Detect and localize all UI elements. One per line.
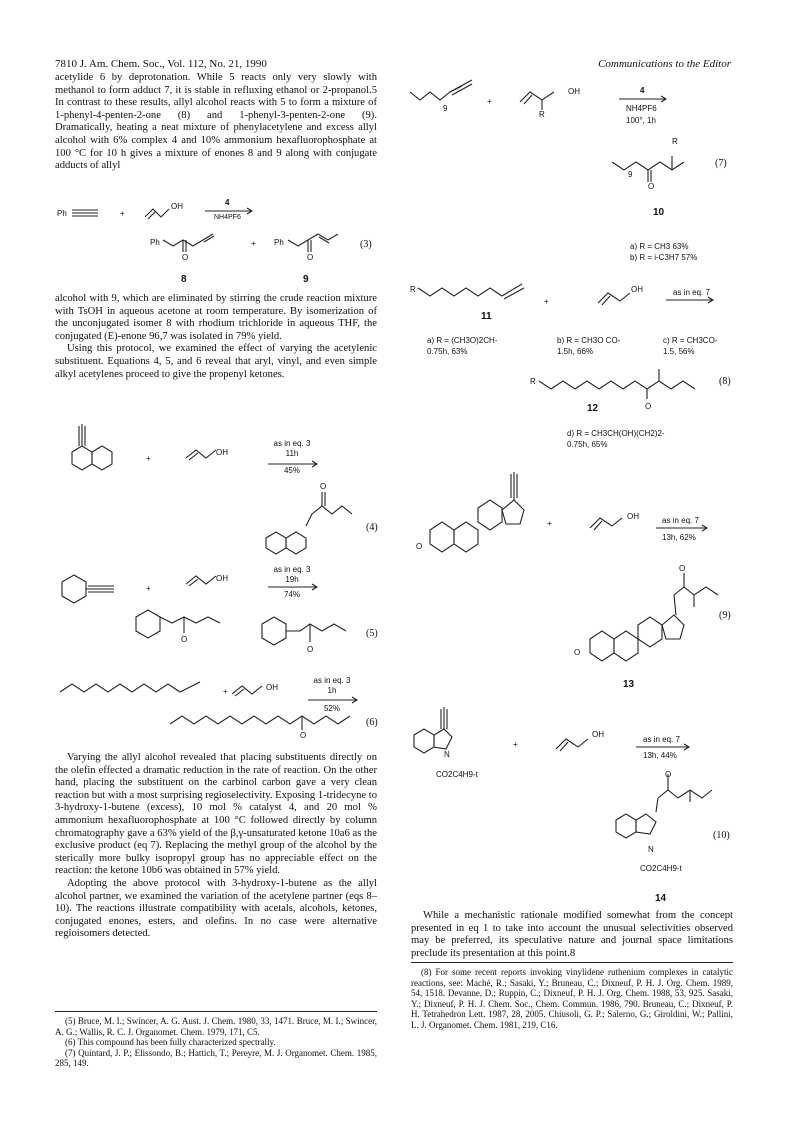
condition-text: 1.5, 56% <box>663 347 695 356</box>
product-4-structure <box>262 484 372 554</box>
paragraph: acetylide 6 by deprotonation. While 5 reacts only very slowly with methanol to form adduct 7, it is stable in refluxing ethanol or 2-propanol.5 In contrast to these results, allyl alcohol reacts with 5 to form a mixture of 1-phenyl-4-penten-2-one (8) and 1-phenyl-3-penten-2-one (9). Dramatically, heating a neat mixture of phenylacetylene and excess allyl alcohol with 6% complex 4 and 10% ammonium hexafluorophosphate at 100 °C for 10 h gives a mixture of enones 8 and 9 along with conjugate adducts of allyl <box>55 72 377 172</box>
ester-label: CO2C4H9-t <box>640 864 682 873</box>
yield-text: 74% <box>283 590 300 599</box>
substituent-text: b) R = CH3O CO- <box>557 336 621 345</box>
footnote: (8) For some recent reports invoking vinylidene ruthenium complexes in catalytic reactions, see: Maché, R.; Sasaki, Y.; Bruneau, C.; Dixneuf, P. H. J. Org. Chem. 1989, 54, 1518. Devanne, D.; Ruppin, C.; Dixneuf, P. H. J. Org. Chem. 1988, 53, 925. Sasaki, Y.; Dixneuf, P. H. J. Chem. Soc., Chem. Commun. 1986, 790. Bruneau, C.; Dixneuf, P. H. Tetrahedron Lett. 1987, 28, 2005. Chiusoli, G. P.; Salerno, G.; Giroldini, W.; Pallini, L. J. Organomet. Chem. 1981, 219, C16. <box>411 967 733 1030</box>
r-label: R <box>539 110 545 119</box>
yield-text: 45% <box>283 466 300 475</box>
left-para-1 <box>55 72 377 173</box>
condition-text: 13h, 44% <box>643 751 677 760</box>
condition-text: as in eq. 7 <box>673 288 710 297</box>
footnote-rule <box>411 962 733 963</box>
footnotes-left <box>55 1016 377 1069</box>
ester-label: CO2C4H9-t <box>436 770 478 779</box>
carbonyl-o-label: O <box>300 731 307 740</box>
page-header-section: Communications to the Editor <box>598 58 731 70</box>
substituent-text: c) R = CH3CO- <box>663 336 718 345</box>
condition-text: as in eq. 3 <box>273 565 311 574</box>
footnote: (7) Quintard, J. P.; Elissondo, B.; Hattich, T.; Pereyre, M. J. Organomet. Chem. 1985, 285, 149. <box>55 1047 377 1068</box>
condition-text: 0.75h, 65% <box>567 440 608 449</box>
right-para-1 <box>411 910 733 960</box>
reaction-arrow <box>666 297 716 303</box>
product-12-structure <box>539 367 719 401</box>
product-6-structure <box>170 710 360 740</box>
ethynylnaphthalene-structure <box>58 422 128 482</box>
butenol-structure <box>520 84 570 114</box>
carbonyl-o-label: O <box>574 648 581 657</box>
phenylacetylene-structure <box>72 207 102 217</box>
ethisterone-structure <box>420 470 540 560</box>
salt-label: NH4PF6 <box>626 104 657 113</box>
compound-label-14: 14 <box>655 893 667 904</box>
carbonyl-o-label: O <box>679 564 686 573</box>
subscript-label: 9 <box>443 104 448 113</box>
oh-label: OH <box>592 730 604 739</box>
compound-label-13: 13 <box>623 679 635 690</box>
plus-sign: + <box>487 97 492 106</box>
plus-sign: + <box>146 584 151 593</box>
substituent-d <box>567 428 665 450</box>
compound-label-8: 8 <box>181 274 187 285</box>
ethynylindole-structure <box>410 705 490 765</box>
product-14-structure <box>600 770 720 850</box>
r-label: R <box>530 377 536 386</box>
carbonyl-o-label: O <box>648 182 655 191</box>
alkyne-11-structure <box>418 282 528 302</box>
ph-label: Ph <box>150 238 160 247</box>
carbonyl-o-label: O <box>182 253 189 262</box>
equation-number: (3) <box>360 239 372 250</box>
butenol-structure <box>590 510 630 536</box>
carbonyl-o-label: O <box>307 253 314 262</box>
equation-number: (7) <box>715 158 727 169</box>
plus-sign: + <box>223 687 228 696</box>
paragraph: Varying the allyl alcohol revealed that placing substituents directly on the olefin effected a dramatic reduction in the rate of reaction. On the other hand, placing the substituent on the carbinol carbon gave a very clean reaction but with a most surprising regioselectivity. Exposing 1-tridecyne to 3-hydroxy-1-butene (excess), 10 mol % catalyst 4, and 20 mol % ammonium hexafluorophosphate at 100 °C followed directly by column chromatography gave a 63% yield of the β,γ-unsaturated ketone 10a6 as the exclusive product (eq 7). Replacing the methyl group of the alcohol by the sterically more bulky isopropyl group has no appreciable effect on the reaction: the ketone 10b6 was obtained in 57% yield. <box>55 752 377 877</box>
compound-label-11: 11 <box>481 311 492 322</box>
oh-label: OH <box>171 202 183 211</box>
carbonyl-o-label: O <box>416 542 423 551</box>
oh-label: OH <box>568 87 580 96</box>
equation-number: (9) <box>719 610 731 621</box>
condition-text: as in eq. 7 <box>662 516 699 525</box>
butenol-structure <box>556 731 596 757</box>
subscript-label: 9 <box>628 170 633 179</box>
product-10-structure <box>612 148 702 188</box>
paragraph: alcohol with 9, which are eliminated by stirring the crude reaction mixture with TsOH in aqueous acetone at room temperature. By isomerization of the unconjugated isomer 8 with rhodium trichloride in aqueous THF, the conjugated (E)-enone 96,7 was isolated in 79% yield. <box>55 293 377 342</box>
plus-sign: + <box>251 239 256 248</box>
footnote-rule <box>55 1011 377 1012</box>
compound-label-10: 10 <box>653 207 665 218</box>
equation-number: (10) <box>713 830 730 841</box>
footnote: (6) This compound has been fully characterized spectrally. <box>65 1037 276 1047</box>
substituent-a <box>427 335 497 357</box>
footnotes-right <box>411 967 733 1030</box>
condition-text: as in eq. 3 <box>273 439 311 448</box>
allyl-alcohol-structure <box>186 446 218 462</box>
substituent-text: a) R = (CH3O)2CH- <box>427 336 498 345</box>
equation-number: (4) <box>366 522 378 533</box>
oh-label: OH <box>631 285 643 294</box>
paragraph: Using this protocol, we examined the effect of varying the acetylenic substituent. Equations 4, 5, and 6 reveal that aryl, vinyl, and even simple alkyl acetylenes proceed to give the propenyl ketones. <box>55 343 377 380</box>
r-label: R <box>672 137 678 146</box>
reaction-arrow <box>636 744 692 750</box>
compound-label-12: 12 <box>587 403 599 414</box>
oh-label: OH <box>266 683 278 692</box>
condition-text: 100°, 1h <box>626 116 656 125</box>
nitrogen-label: N <box>444 750 450 759</box>
condition-text: 0.75h, 63% <box>427 347 468 356</box>
r-label: R <box>410 285 416 294</box>
plus-sign: + <box>544 297 549 306</box>
ph-label: Ph <box>274 238 284 247</box>
reaction-arrow <box>656 525 710 531</box>
paragraph: While a mechanistic rationale modified somewhat from the concept presented in eq 1 to take into account the unusual selectivities observed may be preferred, its speculative nature and journal space limitations preclude its presentation at this point.8 <box>411 910 733 959</box>
compound-label-9: 9 <box>303 274 309 285</box>
condition-text: 13h, 62% <box>662 533 696 542</box>
ketone-8-structure <box>163 228 233 258</box>
reaction-arrow <box>308 697 360 703</box>
substituent-b: b) R = i-C3H7 57% <box>630 253 698 262</box>
plus-sign: + <box>547 519 552 528</box>
footnote: (5) Bruce, M. I.; Swincer, A. G. Aust. J. Chem. 1980, 33, 1471. Bruce, M. I.; Swincer, A. G.; Wallis, R. C. J. Organomet. Chem. 1979, 171, C5. <box>55 1016 377 1037</box>
yield-text: 52% <box>323 704 340 713</box>
condition-text: as in eq. 3 <box>313 676 351 685</box>
left-para-2 <box>55 293 377 381</box>
product-13-structure <box>580 555 730 665</box>
reaction-arrow <box>619 96 669 102</box>
cyclohexenylacetylene-structure <box>58 572 138 606</box>
allyl-alcohol-structure <box>186 572 218 588</box>
carbonyl-o-label: O <box>665 770 672 779</box>
equation-number: (6) <box>366 717 378 728</box>
carbonyl-o-label: O <box>307 645 314 654</box>
nitrogen-label: N <box>648 845 654 854</box>
equation-number: (8) <box>719 376 731 387</box>
oh-label: OH <box>216 574 228 583</box>
left-para-3 <box>55 752 377 941</box>
substituent-c <box>663 335 717 357</box>
catalyst-label: 4 <box>225 198 230 207</box>
substituent-b <box>557 335 620 357</box>
catalyst-label: 4 <box>640 86 645 95</box>
plus-sign: + <box>120 209 125 218</box>
condition-text: 1.5h, 66% <box>557 347 594 356</box>
carbonyl-o-label: O <box>181 635 188 644</box>
page-header-journal: 7810 J. Am. Chem. Soc., Vol. 112, No. 21, 1990 <box>55 58 267 70</box>
oh-label: OH <box>627 512 639 521</box>
plus-sign: + <box>146 454 151 463</box>
carbonyl-o-label: O <box>320 482 327 491</box>
condition-text: 1h <box>327 686 337 695</box>
ph-label: Ph <box>57 209 67 218</box>
oh-label: OH <box>216 448 228 457</box>
allyl-alcohol-structure <box>232 682 264 698</box>
tridecyne-structure <box>60 680 220 696</box>
condition-text: 19h <box>285 575 299 584</box>
substituent-a: a) R = CH3 63% <box>630 242 689 251</box>
plus-sign: + <box>513 740 518 749</box>
equation-number: (5) <box>366 628 378 639</box>
condition-text: 11h <box>285 449 299 458</box>
condition-text: as in eq. 7 <box>643 735 680 744</box>
substituent-text: d) R = CH3CH(OH)(CH2)2- <box>567 429 665 438</box>
carbonyl-o-label: O <box>645 402 652 411</box>
ketone-9-structure <box>288 228 358 258</box>
salt-label: NH4PF6 <box>214 214 241 221</box>
paragraph: Adopting the above protocol with 3-hydroxy-1-butene as the allyl alcohol partner, we examined the variation of the acetylene partner (eqs 8–10). The reactions illustrate compatibility with acetals, alcohols, ketones, conjugated enones, esters, and olefins. In no case were alternative regioisomers detected. <box>55 877 377 940</box>
